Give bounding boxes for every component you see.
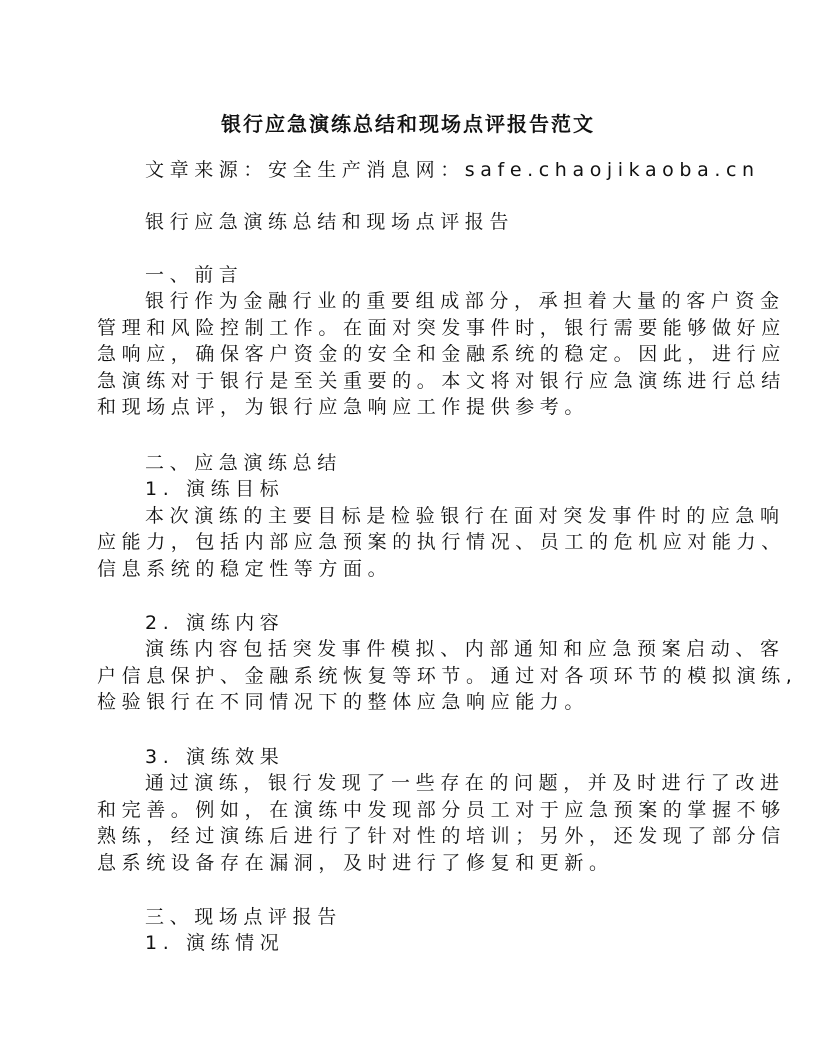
paragraph-line: 演练内容包括突发事件模拟、内部通知和应急预案启动、客 [145, 638, 785, 661]
paragraph-line: 急演练对于银行是至关重要的。本文将对银行应急演练进行总结 [97, 369, 786, 392]
document-title: 银行应急演练总结和现场点评报告范文 [221, 112, 595, 136]
source-text: 文章来源：安全生产消息网：safe.chaojikaoba.cn [145, 159, 760, 181]
section-review [97, 904, 717, 957]
paragraph-line: 检验银行在不同情况下的整体应急响应能力。 [97, 691, 590, 714]
section-heading: 一、前言 [145, 264, 244, 286]
paragraph-line: 管理和风险控制工作。在面对突发事件时，银行需要能够做好应 [97, 316, 786, 339]
section-preface [97, 262, 786, 420]
paragraph-line: 户信息保护、金融系统恢复等环节。通过对各项环节的模拟演练, [97, 664, 798, 687]
paragraph-line: 急响应，确保客户资金的安全和金融系统的稳定。因此，进行应 [97, 343, 786, 366]
source-line [97, 157, 760, 183]
section-heading: 三、现场点评报告 [145, 906, 342, 928]
paragraph-line: 熟练，经过演练后进行了针对性的培训；另外，还发现了部分信 [97, 825, 786, 848]
subsection-heading: 1. 演练情况 [145, 932, 285, 955]
paragraph-line: 和完善。例如，在演练中发现部分员工对于应急预案的掌握不够 [97, 798, 786, 821]
section-heading: 二、应急演练总结 [145, 452, 342, 474]
subsection-effect [97, 744, 786, 876]
paragraph-line: 银行作为金融行业的重要组成部分，承担着大量的客户资金 [145, 290, 785, 313]
subsection-heading: 3. 演练效果 [145, 746, 285, 768]
paragraph-line: 本次演练的主要目标是检验银行在面对突发事件时的应急响 [145, 504, 785, 527]
paragraph-line: 信息系统的稳定性等方面。 [97, 557, 393, 580]
subsection-content [97, 610, 798, 716]
subtitle [97, 209, 717, 235]
paragraph-line: 应能力，包括内部应急预案的执行情况、员工的危机应对能力、 [97, 531, 786, 554]
paragraph-line: 息系统设备存在漏洞，及时进行了修复和更新。 [97, 851, 614, 874]
paragraph-line: 和现场点评，为银行应急响应工作提供参考。 [97, 395, 590, 418]
section-summary [97, 450, 786, 582]
subtitle-text: 银行应急演练总结和现场点评报告 [145, 211, 515, 233]
subsection-heading: 1. 演练目标 [145, 478, 285, 501]
paragraph-line: 通过演练，银行发现了一些存在的问题，并及时进行了改进 [145, 772, 785, 795]
subsection-heading: 2. 演练内容 [145, 612, 285, 634]
